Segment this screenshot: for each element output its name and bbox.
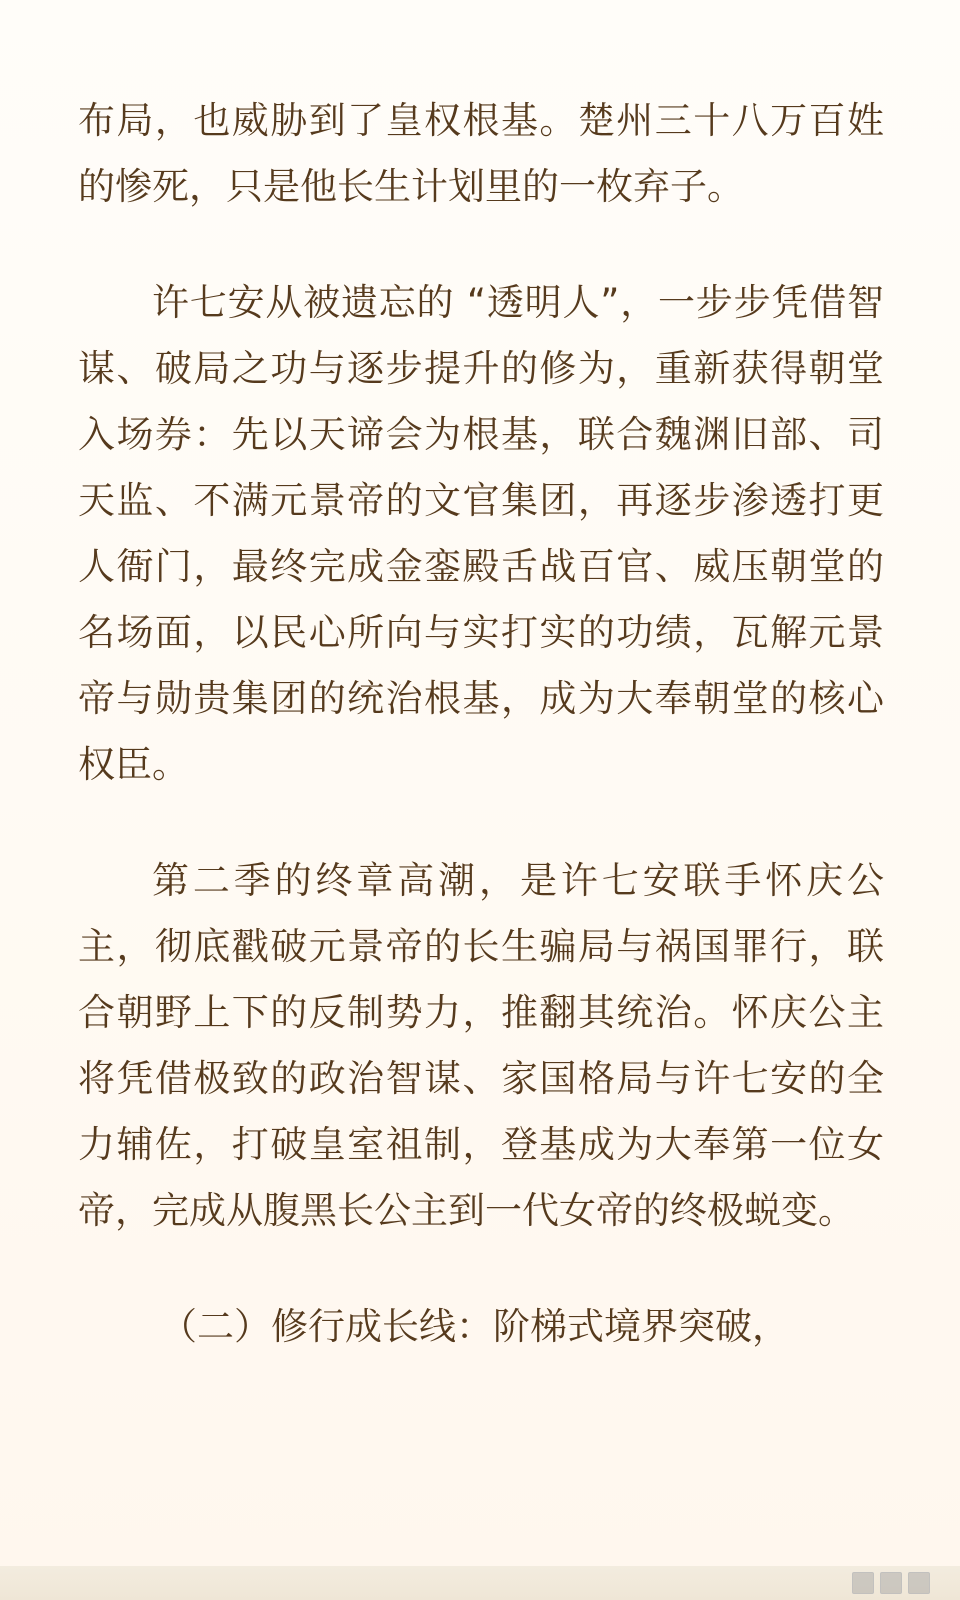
paragraph-gap — [78, 220, 884, 270]
section-heading: （二）修行成长线：阶梯式境界突破， — [160, 1305, 789, 1348]
paragraph-2: 许七安从被遗忘的 “透明人”，一步步凭借智谋、破局之功与逐步提升的修为，重新获得朝堂入场券：先以天谛会为根基，联合魏渊旧部、司天监、不满元景帝的文官集团，再逐步渗透打更人衙门，最终完成金銮殿舌战百官、威压朝堂的名场面，以民心所向与实打实的功绩，瓦解元景帝与勋贵集团的统治根基，成为大奉朝堂的核心权臣。 — [78, 281, 884, 786]
watermark-tile — [852, 1572, 874, 1594]
paragraph-gap — [78, 1244, 884, 1294]
paragraph-3: 第二季的终章高潮，是许七安联手怀庆公主，彻底戳破元景帝的长生骗局与祸国罪行，联合朝野上下的反制势力，推翻其统治。怀庆公主将凭借极致的政治智谋、家国格局与许七安的全力辅佐，打破皇室祖制，登基成为大奉第一位女帝，完成从腹黑长公主到一代女帝的终极蜕变。 — [78, 859, 884, 1232]
article-body — [78, 88, 884, 1360]
bottom-bar — [0, 1566, 960, 1600]
watermark-tile — [908, 1572, 930, 1594]
paragraph-1: 布局，也威胁到了皇权根基。楚州三十八万百姓的惨死，只是他长生计划里的一枚弃子。 — [78, 99, 884, 208]
watermark-tile — [880, 1572, 902, 1594]
paragraph-gap — [78, 798, 884, 848]
image-watermark-icon — [852, 1572, 930, 1594]
